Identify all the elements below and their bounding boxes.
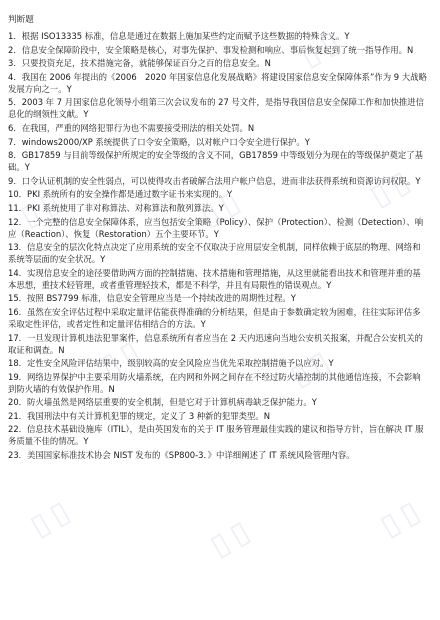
question-item: 21．我国刑法中有关计算机犯罪的规定，定义了 3 种新的犯罪类型。N	[8, 410, 271, 421]
question-item: 17．一旦发现计算机违法犯罪案件，信息系统所有者应当在 2 天内迅速向当地公安机关报案，并配合公安机关的取证和调查。N	[8, 332, 423, 355]
watermark-mark: ▯▯	[24, 491, 81, 544]
question-item: 7．windows2000/XP 系统提供了口令安全策略，以对帐户口令安全进行保护。Y	[8, 136, 310, 147]
question-item: 22．信息技术基础设施库（ITIL），是由英国发布的关于 IT 服务管理最佳实践的建议和指导方针，旨在解决 IT 服务质量不佳的情况。Y	[8, 424, 424, 447]
section-heading: 判断题	[8, 15, 34, 25]
watermark-mark: ▯▯	[14, 181, 71, 234]
question-item: 15．按照 BS7799 标准，信息安全管理应当是一个持续改进的周期性过程。Y	[8, 293, 296, 304]
watermark-mark: ▯▯	[194, 181, 251, 234]
question-item: 9．口令认证机制的安全性弱点，可以使得攻击者破解合法用户帐户信息，进而非法获得系统和资源访问权限。Y	[8, 175, 421, 186]
watermark-mark: ▯▯	[204, 511, 261, 564]
question-item: 1．根据 ISO13335 标准，信息是通过在数据上施加某些约定而赋予这些数据的特殊含义。Y	[8, 31, 350, 41]
question-item: 6．在我国，严重的网络犯罪行为也不需要接受刑法的相关处罚。N	[8, 122, 255, 133]
question-item: 19．网络边界保护中主要采用防火墙系统，在内网和外网之间存在不经过防火墙控制的其他通信连接，不会影响到防火墙的有效保护作用。N	[8, 371, 421, 394]
watermark-mark: ▯▯	[364, 161, 421, 214]
question-item: 2．信息安全保障阶段中，安全策略是核心，对事先保护、事发检测和响应、事后恢复起到了统一指导作用。N	[8, 44, 414, 55]
question-item: 10．PKI 系统所有的安全操作都是通过数字证书来实现的。Y	[8, 189, 233, 200]
watermark-mark: ▯▯	[94, 331, 151, 384]
watermark-mark: ▯▯	[294, 21, 351, 74]
question-item: 11．PKI 系统使用了非对称算法、对称算法和散列算法。Y	[8, 202, 224, 213]
question-item: 13．信息安全的层次化特点决定了应用系统的安全不仅取决于应用层安全机制，同样依赖于底层的物理、网络和系统等层面的安全状况。Y	[8, 242, 421, 265]
question-item: 5．2003 年 7 月国家信息化领导小组第三次会议发布的 27 号文件，是指导我国信息安全保障工作和加快推进信息化的纲领性文献。Y	[8, 97, 425, 120]
question-item: 20．防火墙虽然是网络层重要的安全机制，但是它对于计算机病毒缺乏保护能力。Y	[8, 397, 317, 408]
watermark-mark: ▯▯	[374, 491, 431, 544]
question-item: 16．虽然在安全评估过程中采取定量评估能获得准确的分析结果，但是由于参数确定较为困难，往往实际评估多采取定性评估，或者定性和定量评估相结合的方法。Y	[8, 306, 421, 329]
question-item: 23．美国国家标准技术协会 NIST 发布的《SP800-3．》中详细阐述了 IT 系统风险管理内容。	[8, 450, 355, 461]
question-item: 4．我国在 2006 年提出的《2006 2020 年国家信息化发展战略》将建设国家信息安全保障体系”作为 9 大战略发展方向之一。Y	[8, 71, 427, 94]
question-list	[8, 30, 428, 461]
question-item: 18．定性安全风险评估结果中，级别较高的安全风险应当优先采取控制措施予以应对。Y	[8, 358, 334, 369]
question-item: 3．只要投资充足，技术措施完备，就能够保证百分之百的信息安全。N	[8, 58, 271, 69]
question-item: 8．GB17859 与目前等级保护所规定的安全等级的含义不同，GB17859 中等级划分为现在的等级保护奠定了基础。Y	[8, 150, 424, 173]
question-item: 14．实现信息安全的途径要借助两方面的控制措施、技术措施和管理措施，从这里就能看出技术和管理并重的基本思想，重技术轻管理，或者重管理轻技术，都是不科学，并且有局限性的错误观点。Y	[8, 267, 421, 290]
watermark-mark: ▯▯	[284, 341, 341, 394]
question-item: 12．一个完整的信息安全保障体系，应当包括安全策略（Policy）、保护（Protection）、检测（Detection）、响应（Reaction）、恢复（Restoration）五个主要环节。Y	[8, 216, 424, 239]
